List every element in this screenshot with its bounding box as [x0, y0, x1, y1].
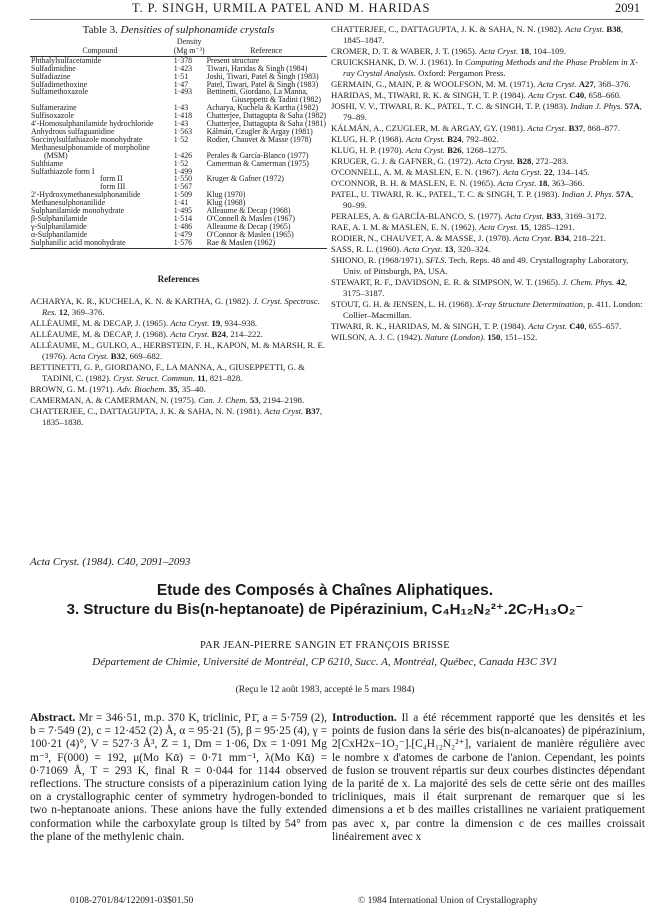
reference-cell: Present structure [206, 55, 260, 65]
article-affiliation: Département de Chimie, Université de Montréal, CP 6210, Succ. A, Montréal, Québec, Canada H3C 3V1 [92, 656, 558, 668]
ref-source: Acta Cryst. [479, 46, 519, 56]
page-number: 2091 [615, 1, 640, 15]
ref-year: (1965). [449, 46, 480, 56]
ref-year: (1982). [535, 24, 566, 34]
article-received: (Reçu le 12 août 1983, accepté le 5 mars 1984) [235, 685, 415, 695]
article-citation: Acta Cryst. (1984). C40, 2091–2093 [30, 556, 191, 568]
left-column [30, 24, 327, 428]
ref-pages: , 369–376. [67, 306, 105, 317]
footer-code: 0108-2701/84/122091-03$01.50 [70, 896, 194, 906]
ref-year: (1982). [83, 372, 114, 383]
table-caption-title: Densities of sulphonamide crystals [120, 24, 275, 36]
right-column [331, 24, 645, 343]
density-cell: 1·550 [173, 174, 193, 184]
ref-pages: , 134–145. [552, 167, 590, 177]
ref-volume: B24 [211, 328, 226, 339]
ref-year: (1978). [483, 233, 514, 243]
ref-volume: A27 [578, 79, 594, 89]
ref-year: (1965). [467, 178, 498, 188]
ref-authors: ALLÉAUME, M. & DECAP, J. [30, 317, 141, 328]
ref-authors: O'CONNELL, A. M. & MASLEN, E. N. [331, 167, 474, 177]
ref-source: Acta Cryst. [502, 167, 542, 177]
ref-pages: , 2194–2198. [258, 394, 305, 405]
reference-entry [30, 329, 327, 340]
compound-cell: Methanesulphonanilide [31, 198, 106, 208]
compound-cell: Sulfamerazine [31, 103, 77, 113]
ref-pages: , 669–682. [125, 350, 163, 361]
reference-cell: Chatterjee, Dattagupta & Saha (1981) [206, 119, 326, 129]
ref-authors: RODIER, N., CHAUVET, A. & MASSE, J. [331, 233, 484, 243]
col-density-unit: (Mg m⁻³) [170, 47, 206, 56]
ref-year: (1965). [532, 277, 563, 287]
ref-authors: CHATTERJEE, C., DATTAGUPTA, J. K. & SAHA, N. N. [331, 24, 536, 34]
reference-entry [331, 189, 645, 211]
densities-table [30, 38, 327, 249]
compound-cell: Sulfamethoxazole [31, 87, 88, 97]
ref-authors: HARIDAS, M., TIWARI, R. K. & SINGH, T. P. [331, 90, 499, 100]
ref-year: (1960). [373, 244, 404, 254]
ref-pages: , 218–221. [569, 233, 606, 243]
reference-entry [331, 79, 645, 90]
ref-volume: B37 [305, 405, 320, 416]
ref-authors: KLUG, H. P. [331, 145, 377, 155]
ref-pages: , 655–657. [584, 321, 622, 331]
reference-cell: Rodier, Chauvet & Masse (1978) [206, 134, 312, 144]
reference-entry [331, 255, 645, 277]
ref-year: (1971). [507, 79, 538, 89]
density-cell: 1·509 [173, 190, 193, 200]
ref-pages: , 90–99. [343, 189, 634, 210]
ref-source: J. Cryst. Spectrosc. Res. [42, 295, 320, 317]
col-density-label: Density [176, 37, 202, 46]
ref-pages: , 151–152. [500, 332, 538, 342]
ref-year: (1962). [449, 222, 479, 232]
ref-source: Acta Cryst. [478, 222, 519, 232]
ref-authors: CHATTERJEE, C., DATTAGUPTA, J. K. & SAHA, N. N. [30, 405, 235, 416]
compound-cell: Sulphanilamide monohydrate [31, 206, 125, 216]
ref-year: (1968/1971). [376, 255, 426, 265]
ref-sep: . Oxford: Pergamon Press. [413, 68, 506, 78]
ref-year: (1968). [140, 328, 171, 339]
reference-entry [30, 340, 327, 362]
compound-cell: β-Sulphanilamide [31, 213, 88, 223]
reference-cell: Klug (1968) [206, 198, 246, 208]
ref-source: X-ray Structure Determination [476, 299, 584, 309]
ref-source: Acta Cryst. [475, 156, 515, 166]
density-cell: 1·563 [173, 126, 193, 136]
ref-authors: PERALES, A. & GARCÍA-BLANCO, S. [331, 211, 476, 221]
ref-pages: , 821–828. [205, 372, 243, 383]
ref-volume: 150 [487, 332, 501, 342]
ref-sep: , p. 411. London: Collier–Macmillan. [343, 299, 643, 320]
reference-entry [331, 299, 645, 321]
ref-pages: , 214–222. [225, 328, 263, 339]
ref-pages: , 868–877. [583, 123, 620, 133]
reference-entry [30, 406, 327, 428]
density-cell: 1·576 [170, 239, 206, 248]
ref-source: Acta Cryst. [527, 90, 568, 100]
references-list-right [331, 24, 645, 343]
density-cell: 1·41 [173, 198, 189, 208]
ref-sep: . Tech. Reps. 48 and 49. Crystallography Laboratory, Univ. of Pittsburgh, PA, USA. [343, 255, 629, 276]
ref-year: (1981). [234, 405, 265, 416]
reference-entry [331, 222, 645, 233]
table-body [30, 56, 327, 248]
reference-entry [30, 395, 327, 406]
ref-authors: KLUG, H. P. [331, 134, 377, 144]
ref-volume: 35 [168, 383, 178, 394]
ref-authors: SHIONO, R. [331, 255, 377, 265]
reference-cell: Rae & Maslen (1962) [206, 239, 327, 248]
ref-year: (1983). [532, 189, 562, 199]
ref-source: Indian J. Phys. [570, 101, 623, 111]
ref-source: Cryst. Struct. Commun. [113, 372, 196, 383]
introduction-text: Il a été récemment rapporté que les densités et les points de fusion dans la série des bis(n-alcanoates) de pipérazinium, 2[CxH2x−1O₂⁻].[C₄H₁₂N₂²⁺], variaient de manière régulière avec le nombre x d'atomes de carbone de l'anion. Cependant, les points de fusion se trouvent répartis sur deux courbes distinctes dépendant de la parité de x. La majorité des sels de cette série ont des mailles tricliniques, mais il était surprenant de remarquer que si les dimensions a et b des mailles cristallines ne variaient pratiquement pas avec x, par contre la dimension c de ces mailles croissait linéairement avec x [332, 712, 645, 843]
col-reference-header: Reference [206, 47, 327, 56]
table-row [30, 239, 327, 248]
ref-authors: KÁLMÁN, A., CZUGLER, M. & ARGAY, GY. [331, 123, 498, 133]
density-cell: 1·479 [173, 229, 193, 239]
ref-source: Acta Cryst. [170, 328, 210, 339]
ref-volume: B28 [516, 156, 532, 166]
reference-entry [331, 145, 645, 156]
reference-cell: Bettinetti, Giordano, La Manna, [206, 87, 308, 97]
reference-entry [30, 318, 327, 329]
reference-cell: O'Connor & Maslen (1965) [206, 229, 294, 239]
ref-authors: WILSON, A. J. C. [331, 332, 395, 342]
article-title-line1: Etude des Composés à Chaînes Aliphatiques. [156, 582, 494, 599]
reference-cell: Kálmán, Czugler & Argay (1981) [206, 126, 313, 136]
ref-year: (1982). [223, 295, 253, 306]
compound-cell: (MSM) [44, 150, 68, 160]
table-caption [30, 24, 327, 36]
ref-source: Indian J. Phys. [561, 189, 614, 199]
ref-authors: BETTINETTI, G. P., GIORDANO, F., LA MANNA, A., GIUSEPPETTI, G. & TADINI, C. [30, 361, 305, 383]
ref-year: (1965). [140, 317, 171, 328]
ref-volume: 57A [616, 189, 631, 199]
compound-cell: 4′-Homosulphanilamide hydrochloride [31, 119, 154, 129]
reference-cell: Perales & García-Blanco (1977) [206, 150, 309, 160]
ref-source: Computing Methods and the Phase Problem in X-ray Crystal Analysis [343, 57, 639, 78]
ref-source: Adv. Biochem. [116, 383, 167, 394]
reference-entry [30, 362, 327, 384]
ref-volume: B38 [606, 24, 621, 34]
ref-source: Acta Cryst. [497, 178, 537, 188]
ref-authors: KRUGER, G. J. & GAFNER, G. [331, 156, 446, 166]
density-cell: 1·495 [173, 206, 193, 216]
ref-year: (1983). [540, 101, 571, 111]
reference-cell: Chatterjee, Dattagupta & Saha (1982) [206, 111, 326, 121]
ref-volume: 18 [538, 178, 548, 188]
ref-pages: , 792–802. [461, 134, 499, 144]
ref-volume: B32 [110, 350, 126, 361]
ref-authors: RAE, A. I. M. & MASLEN, E. N. [331, 222, 450, 232]
ref-source: J. Chem. Phys. [562, 277, 615, 287]
introduction-label: Introduction. [332, 712, 397, 724]
compound-cell: α-Sulphanilamide [31, 229, 88, 239]
ref-pages: , 104–109. [529, 46, 566, 56]
compound-cell: Sulfathiazole form I [31, 166, 95, 176]
density-cell: 1·426 [173, 150, 193, 160]
ref-pages: , 3169–3172. [560, 211, 607, 221]
density-cell: 1·423 [173, 63, 193, 73]
reference-entry [331, 90, 645, 101]
ref-year: (1970). [376, 145, 406, 155]
ref-authors: CRUICKSHANK, D. W. J. [331, 57, 426, 67]
ref-volume: 22 [543, 167, 553, 177]
density-cell: 1·52 [173, 134, 189, 144]
ref-year: (1968). [446, 299, 477, 309]
reference-entry [331, 277, 645, 299]
reference-cell: Giuseppetti & Tadini (1982) [231, 95, 321, 105]
ref-pages: , 1835–1838. [42, 405, 323, 427]
ref-volume: 13 [444, 244, 454, 254]
ref-source: SFLS [425, 255, 445, 265]
ref-pages: , 1845–1847. [343, 24, 624, 45]
ref-year: (1984). [498, 321, 529, 331]
compound-cell: form II [100, 174, 123, 184]
ref-volume: 11 [197, 372, 206, 383]
compound-cell: Sulthiame [31, 158, 63, 168]
reference-entry [331, 211, 645, 222]
ref-pages: , 658–660. [584, 90, 622, 100]
ref-pages: , 1268–1275. [461, 145, 508, 155]
ref-volume: B26 [447, 145, 462, 155]
ref-source: Acta Cryst. [565, 24, 605, 34]
ref-source: Acta Cryst. [528, 321, 568, 331]
ref-year: (1981). [497, 123, 528, 133]
ref-pages: , 272–283. [531, 156, 569, 166]
reference-entry [331, 321, 645, 332]
ref-pages: , 35–40. [177, 383, 206, 394]
ref-volume: B34 [554, 233, 570, 243]
reference-cell: O'Connell & Maslen (1967) [206, 213, 296, 223]
density-cell: 1·378 [173, 55, 193, 65]
ref-source: Acta Cryst. [69, 350, 109, 361]
reference-cell: Tiwari, Haridas & Singh (1984) [206, 63, 308, 73]
abstract-label: Abstract. [30, 712, 76, 724]
reference-entry [331, 24, 645, 46]
abstract-paragraph [30, 712, 327, 844]
compound-cell: Anhydrous sulfaguanidine [31, 126, 115, 136]
compound-cell: Sulfadimidine [31, 63, 76, 73]
reference-cell: Joshi, Tiwari, Patel & Singh (1983) [206, 71, 319, 81]
reference-entry [331, 101, 645, 123]
ref-year: (1968). [376, 134, 406, 144]
ref-source: Nature (London) [424, 332, 483, 342]
footer-copyright: © 1984 International Union of Crystallography [358, 896, 538, 906]
density-cell: 1·493 [173, 87, 193, 97]
ref-source: Acta Cryst. [527, 123, 567, 133]
density-cell: 1·52 [173, 158, 189, 168]
ref-year: (1984). [498, 90, 528, 100]
ref-source: Can. J. Chem. [198, 394, 248, 405]
compound-cell: 2′-Hydroxymethanesulphonanilide [31, 190, 141, 200]
ref-year: (1942). [394, 332, 425, 342]
ref-pages: , 934–938. [220, 317, 258, 328]
introduction-paragraph [332, 712, 645, 844]
ref-volume: B33 [546, 211, 561, 221]
ref-source: Acta Cryst. [264, 405, 304, 416]
ref-source: Acta Cryst. [513, 233, 553, 243]
ref-year: (1971). [87, 383, 117, 394]
ref-authors: CAMERMAN, A. & CAMERMAN, N. [30, 394, 169, 405]
density-cell: 1·499 [173, 166, 193, 176]
reference-cell: Klug (1970) [206, 190, 246, 200]
ref-authors: ALLÉAUME, M. & DECAP, J. [30, 328, 141, 339]
references-list-left [30, 296, 327, 428]
compound-cell: Methanesulphonamide of morpholine [31, 142, 150, 152]
density-cell: 1·43 [173, 119, 189, 129]
reference-entry [331, 178, 645, 189]
ref-pages: , 368–376. [593, 79, 631, 89]
header-rule [30, 19, 644, 20]
reference-entry [331, 233, 645, 244]
ref-year: (1967). [473, 167, 503, 177]
ref-year: (1961). In [425, 57, 465, 67]
compound-cell: Sulfisoxazole [31, 111, 74, 121]
compound-cell: Phthalylsulfacetamide [31, 55, 102, 65]
ref-authors: SASS, R. L. [331, 244, 374, 254]
compound-cell: γ-Sulphanilamide [31, 221, 87, 231]
reference-cell: Alleaume & Decap (1965) [206, 221, 291, 231]
ref-year: (1976). [42, 350, 70, 361]
ref-pages: , 320–324. [453, 244, 491, 254]
ref-source: Acta Cryst. [537, 79, 577, 89]
reference-entry [30, 384, 327, 395]
reference-entry [331, 244, 645, 255]
references-heading: References [157, 273, 200, 284]
ref-source: Acta Cryst. [505, 211, 545, 221]
density-cell: 1·47 [173, 79, 189, 89]
reference-entry [331, 46, 645, 57]
ref-source: Acta Cryst. [405, 145, 445, 155]
density-cell: 1·51 [173, 71, 189, 81]
ref-pages: , 363–366. [547, 178, 585, 188]
col-compound-header: Compound [30, 47, 170, 56]
reference-entry [331, 134, 645, 145]
ref-pages: , 1285–1291. [528, 222, 575, 232]
ref-volume: C40 [569, 321, 585, 331]
reference-entry [30, 296, 327, 318]
abstract-text: Mr = 346·51, m.p. 370 K, triclinic, P1̄, a = 5·759 (2), b = 7·549 (2), c = 12·452 (2) Å, α = 95·21 (5), β = 95·25 (4), γ = 100·21 (4)°, V = 527·3 Å³, Z = 1, Dm = 1·06, Dx = 1·091 Mg m⁻³, F(000) = 192, μ(Mo Kᾱ) = 0·71 mm⁻¹, λ(Mo Kᾱ) = 0·71069 Å, T = 293 K, final R = 0·044 for 1144 observed reflections. The structure consists of a piperazinium cation lying on a crystallographic center of symmetry hydrogen-bonded to two n-heptanoate anions. These anions have the fully extended conformation while the carboxylate group is tilted by 54° from the plane of the methylenic chain. [30, 712, 327, 843]
reference-cell: Alleaume & Decap (1968) [206, 206, 291, 216]
ref-volume: 18 [520, 46, 530, 56]
ref-authors: ACHARYA, K. R., KUCHELA, K. N. & KARTHA, G. [30, 295, 224, 306]
ref-source: Acta Cryst. [403, 244, 443, 254]
reference-cell: Kruger & Gafner (1972) [206, 174, 284, 184]
compound-cell: form III [100, 182, 126, 192]
ref-volume: 42 [616, 277, 626, 287]
density-cell: 1·567 [173, 182, 193, 192]
ref-pages: , 3175–3187. [343, 277, 628, 298]
ref-authors: PATEL, U. TIWARI, R. K., PATEL, T. C. & SINGH, T. P. [331, 189, 533, 199]
density-cell: 1·514 [173, 213, 193, 223]
reference-cell: Patel, Tiwari, Patel & Singh (1983) [206, 79, 319, 89]
ref-authors: BROWN, G. M. [30, 383, 88, 394]
ref-authors: STOUT, G. H. & JENSEN, L. H. [331, 299, 447, 309]
article-title-line2: 3. Structure du Bis(n-heptanoate) de Pipérazinium, C₄H₁₂N₂²⁺.2C₇H₁₃O₂⁻ [66, 601, 584, 618]
reference-cell: Camerman & Camerman (1975) [206, 158, 309, 168]
ref-authors: JOSHI, V. V., TIWARI, R. K., PATEL, T. C. & SINGH, T. P. [331, 101, 541, 111]
ref-volume: 15 [520, 222, 529, 232]
density-cell: 1·418 [173, 111, 193, 121]
ref-authors: STEWART, R. F., DAVIDSON, E. R. & SIMPSON, W. T. [331, 277, 533, 287]
reference-cell: Acharya, Kuchela & Kartha (1982) [206, 103, 319, 113]
compound-cell: Sulfadiazine [31, 71, 71, 81]
ref-volume: 53 [249, 394, 259, 405]
ref-volume: 19 [211, 317, 221, 328]
ref-sep: . [482, 332, 488, 342]
compound-cell: Sulfadimethoxine [31, 79, 88, 89]
ref-year: (1972). [445, 156, 476, 166]
ref-year: (1975). [168, 394, 199, 405]
ref-volume: 57A [624, 101, 640, 111]
ref-source: Acta Cryst. [405, 134, 445, 144]
ref-volume: B37 [568, 123, 584, 133]
article-authors: PAR JEAN-PIERRE SANGIN ET FRANÇOIS BRISSE [199, 640, 451, 651]
ref-authors: GERMAIN, G., MAIN, P. & WOOLFSON, M. M. [331, 79, 508, 89]
ref-volume: 12 [58, 306, 68, 317]
running-head: T. P. SINGH, URMILA PATEL AND M. HARIDAS [132, 1, 431, 15]
ref-volume: C40 [569, 90, 585, 100]
ref-year: (1977). [475, 211, 506, 221]
ref-authors: ALLÉAUME, M., GULKO, A., HERBSTEIN, F. H., KAPON, M. & MARSH, R. E. [30, 339, 325, 350]
density-cell: 1·43 [173, 103, 189, 113]
reference-entry [331, 167, 645, 178]
ref-authors: TIWARI, R. K., HARIDAS, M. & SINGH, T. P. [331, 321, 499, 331]
table-caption-prefix: Table 3. [82, 24, 118, 36]
ref-volume: B24 [447, 134, 462, 144]
reference-entry [331, 57, 645, 79]
reference-entry [331, 156, 645, 167]
ref-pages: , 79–89. [343, 101, 642, 122]
density-cell: 1·486 [173, 221, 193, 231]
reference-entry [331, 123, 645, 134]
ref-authors: O'CONNOR, B. H. & MASLEN, E. N. [331, 178, 468, 188]
ref-authors: CROMER, D. T. & WABER, J. T. [331, 46, 450, 56]
compound-cell: Sulphanilic acid monohydrate [30, 239, 170, 248]
ref-source: Acta Cryst. [170, 317, 210, 328]
reference-entry [331, 332, 645, 343]
compound-cell: Succinylsulfathiazole monohydrate [31, 134, 143, 144]
